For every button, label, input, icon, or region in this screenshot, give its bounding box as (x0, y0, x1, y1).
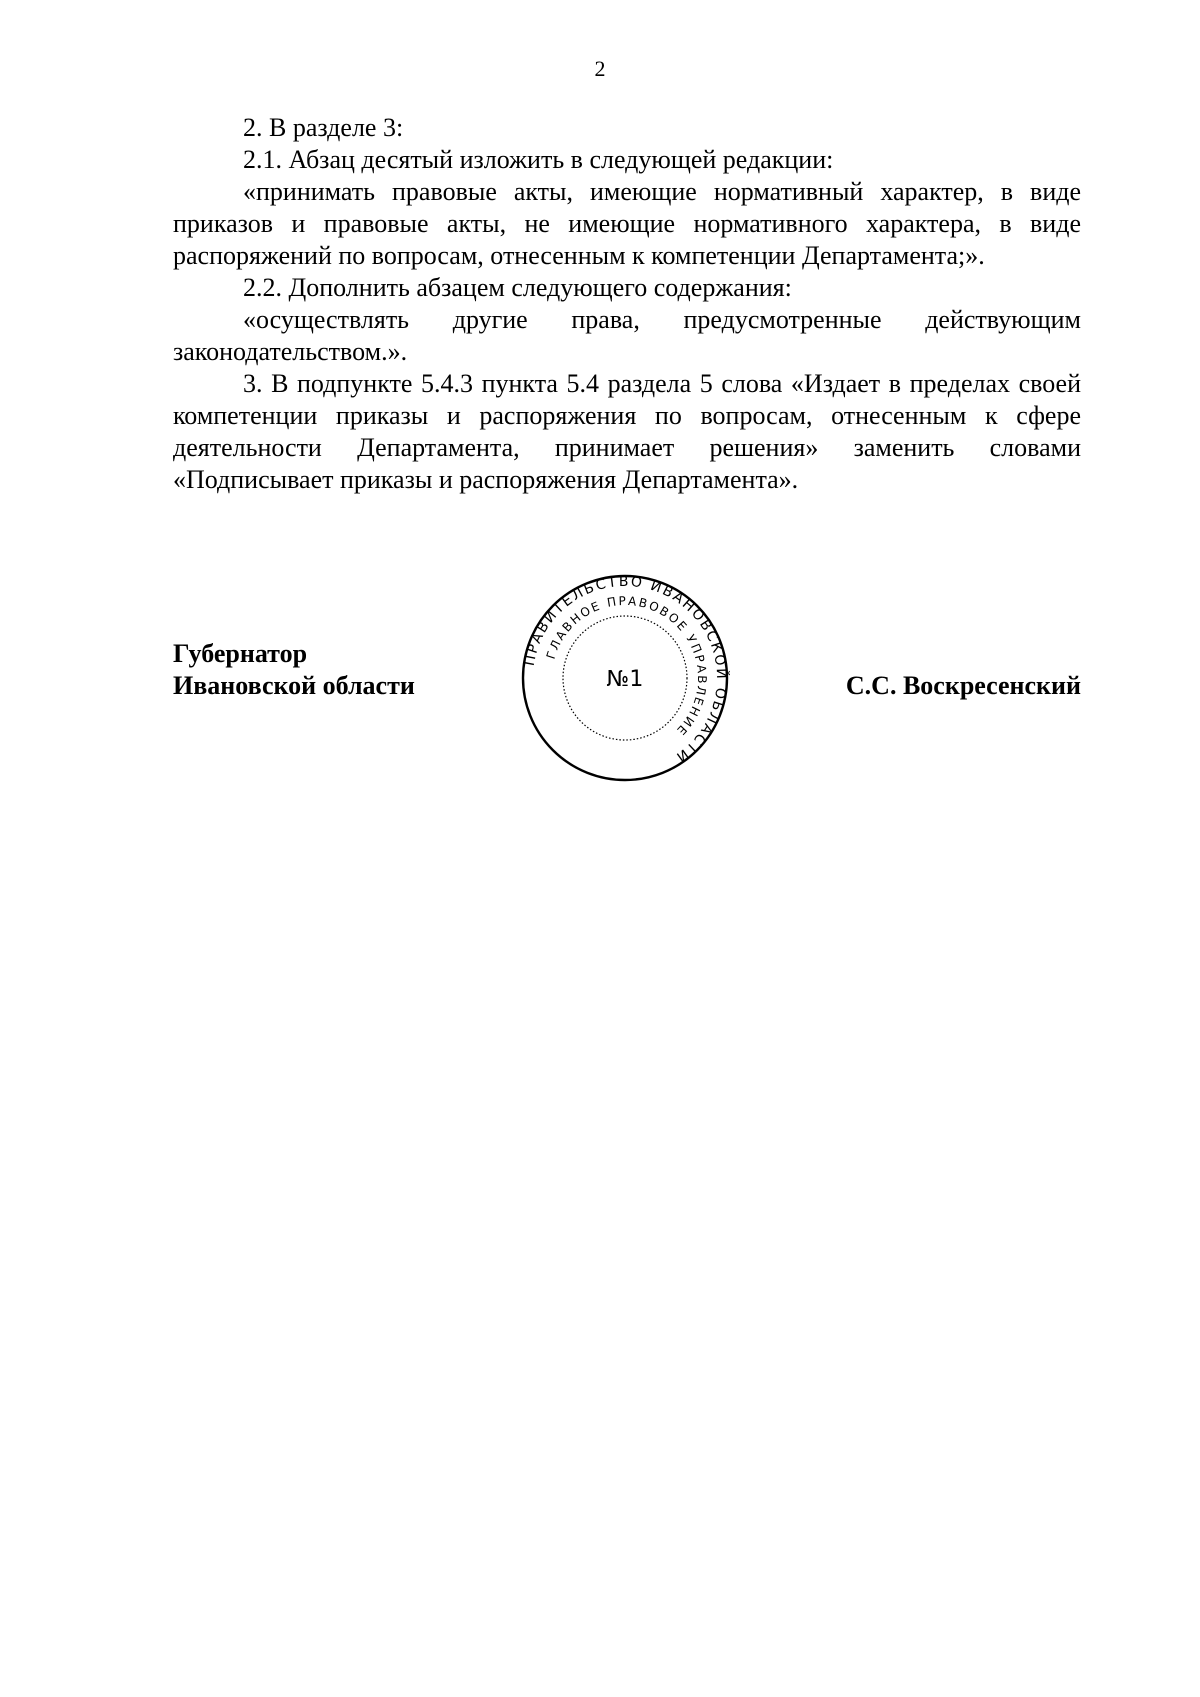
signer-title-line1: Губернатор (173, 639, 308, 668)
signer-name: С.С. Воскресенский (845, 671, 1081, 700)
official-seal (520, 573, 730, 783)
page-number: 2 (594, 56, 606, 81)
seal-inner-text: ГЛАВНОЕ ПРАВОВОЕ УПРАВЛЕНИЕ (543, 593, 710, 739)
paragraph-2-1-quote: «принимать правовые акты, имеющие нормативный характер, в виде приказов и правовые акты, не имеющие нормативного характера, в виде распоряжений по вопросам, отнесенным к компетенции Департамента;». (173, 177, 1081, 270)
paragraph-2-2-quote: «осуществлять другие права, предусмотренные действующим законодательством.». (173, 305, 1081, 366)
document-body (173, 112, 1081, 496)
signer-title-line2: Ивановской области (173, 671, 415, 700)
paragraph-3: 3. В подпункте 5.4.3 пункта 5.4 раздела 5 слова «Издает в пределах своей компетенции приказы и распоряжения по вопросам, отнесенным к сфере деятельности Департамента, принимает решения» заменить словами «Подписывает приказы и распоряжения Департамента». (173, 369, 1081, 494)
paragraph-2-2: 2.2. Дополнить абзацем следующего содержания: (243, 273, 792, 302)
seal-center-text: №1 (606, 667, 644, 692)
paragraph-2-1: 2.1. Абзац десятый изложить в следующей редакции: (243, 145, 834, 174)
paragraph-section-3: 2. В разделе 3: (243, 113, 404, 142)
seal-outer-text: ПРАВИТЕЛЬСТВО ИВАНОВСКОЙ ОБЛАСТИ (521, 573, 730, 766)
signer-title (173, 638, 415, 702)
